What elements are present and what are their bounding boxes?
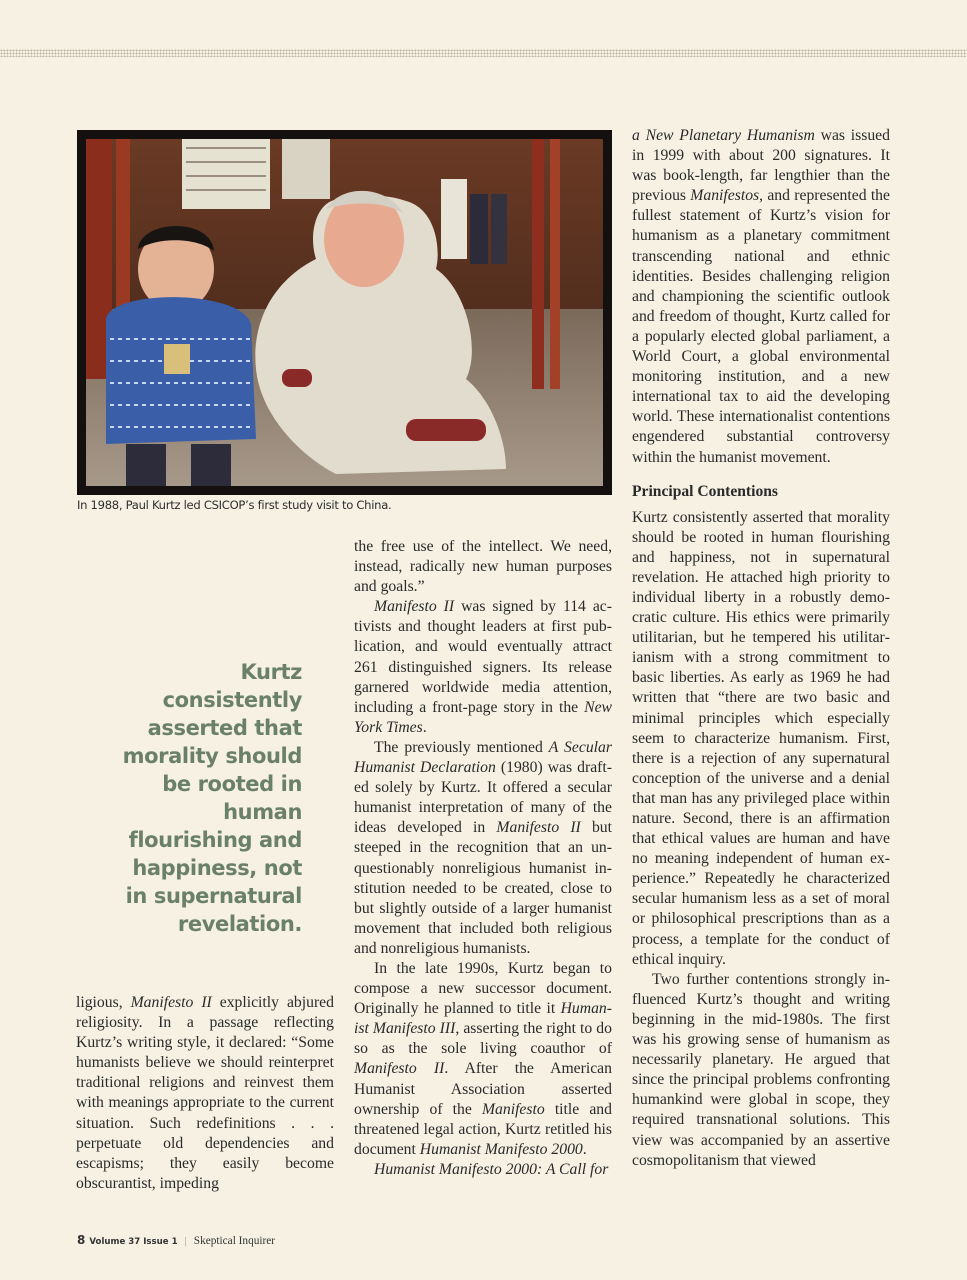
paragraph: Two further contentions strongly influenced Kurtz’s thought and writing beginning in the mid-1980s. The first was his growing sense of humanism as necessarily planetary. He argued that since the principal problems confronting humankind were global in scope, they required transnational solutions. This view was accompanied by an assertive cosmopolitanism that viewed (632, 970, 890, 1169)
column-1 (76, 993, 334, 1194)
page-number: 8 (77, 1233, 86, 1247)
footer-separator: | (184, 1235, 187, 1247)
paragraph: The previously mentioned A Secular Humanist Declaration (1980) was drafted solely by Kurtz. It offered a secular humanist interpretation of many of the ideas developed in Manifesto II but steeped in the recognition that an unquestionably nonreligious humanist institution needed to be created, close to but slightly outside of a larger humanist movement that included both religious and nonreligious humanists. (354, 738, 612, 957)
issue-label: Volume 37 Issue 1 (89, 1237, 178, 1247)
paragraph: the free use of the intellect. We need, instead, radically new human purposes and goals.” (354, 538, 612, 596)
photo-frame (77, 130, 612, 495)
paragraph: Humanist Manifesto 2000: A Call for (374, 1160, 609, 1178)
section-heading: Principal Contentions (632, 482, 778, 500)
page-footer (77, 1233, 275, 1247)
photo-kurtz-with-child (86, 139, 603, 486)
top-dotted-rule (0, 49, 967, 57)
column-2 (354, 537, 612, 1180)
paragraph: In the late 1990s, Kurtz began to compose a new successor document. Originally he planned to title it Humanist Manifesto III, asserting the right to do so as the sole living coauthor of Manifesto II. After the American Humanist Association asserted ownership of the Manifesto title and threatened legal action, Kurtz retitled his document Humanist Manifesto 2000. (354, 959, 612, 1158)
paragraph: ligious, Manifesto II explicitly abjured religiosity. In a passage reflecting Kurtz’s writing style, it declared: “Some humanists believe we should reinterpret traditional religions and reinvest them with meanings appropriate to the current situation. Such redefinitions . . . perpetuate old dependencies and escapisms; they easily become obscurantist, impeding (76, 994, 334, 1192)
paragraph: Kurtz consistently asserted that morality should be rooted in human flourishing and happiness, not in supernatural revelation. He attached high priority to individual liberty in a robustly democratic culture. His ethics were primarily utilitarian, but he tempered his utilitarianism with a strong commitment to basic liberties. As early as 1969 he had written that “there are two basic and minimal principles which especially seem to characterize humanism. First, there is a rejection of any supernatural conception of the universe and a denial that man has any privileged place within nature. Second, there is an affirmation that ethical values are human and have no meaning independent of human experience.” Repeatedly he characterized secular humanism less as a set of moral or philosophical prescriptions than as a process, a template for the conduct of ethical inquiry. (632, 508, 890, 968)
magazine-title: Skeptical Inquirer (193, 1235, 276, 1247)
paragraph: Manifesto II was signed by 114 activists and thought leaders at first publication, and would eventually attract 261 distinguished signers. Its release garnered worldwide media attention, including a front-page story in the New York Times. (354, 598, 612, 736)
paragraph: a New Planetary Humanism was issued in 1999 with about 200 signatures. It was book-length, far lengthier than the previous Manifestos, and represented the fullest statement of Kurtz’s vision for humanism as a planetary commitment transcending national and ethnic identities. Besides challenging religion and championing the scientific outlook and freedom of thought, Kurtz called for a popularly elected global parliament, a World Court, a global environmental monitoring institution, and a new international tax to aid the developing world. These internationalist contentions engendered substantial controversy within the humanist movement. (632, 127, 890, 466)
pull-quote: Kurtz consistently asserted that morality should be rooted in human flourishing and happiness, not in supernatural revelation. (122, 660, 302, 936)
photo-caption: In 1988, Paul Kurtz led CSICOP’s first study visit to China. (77, 498, 392, 512)
column-3 (632, 126, 890, 1171)
